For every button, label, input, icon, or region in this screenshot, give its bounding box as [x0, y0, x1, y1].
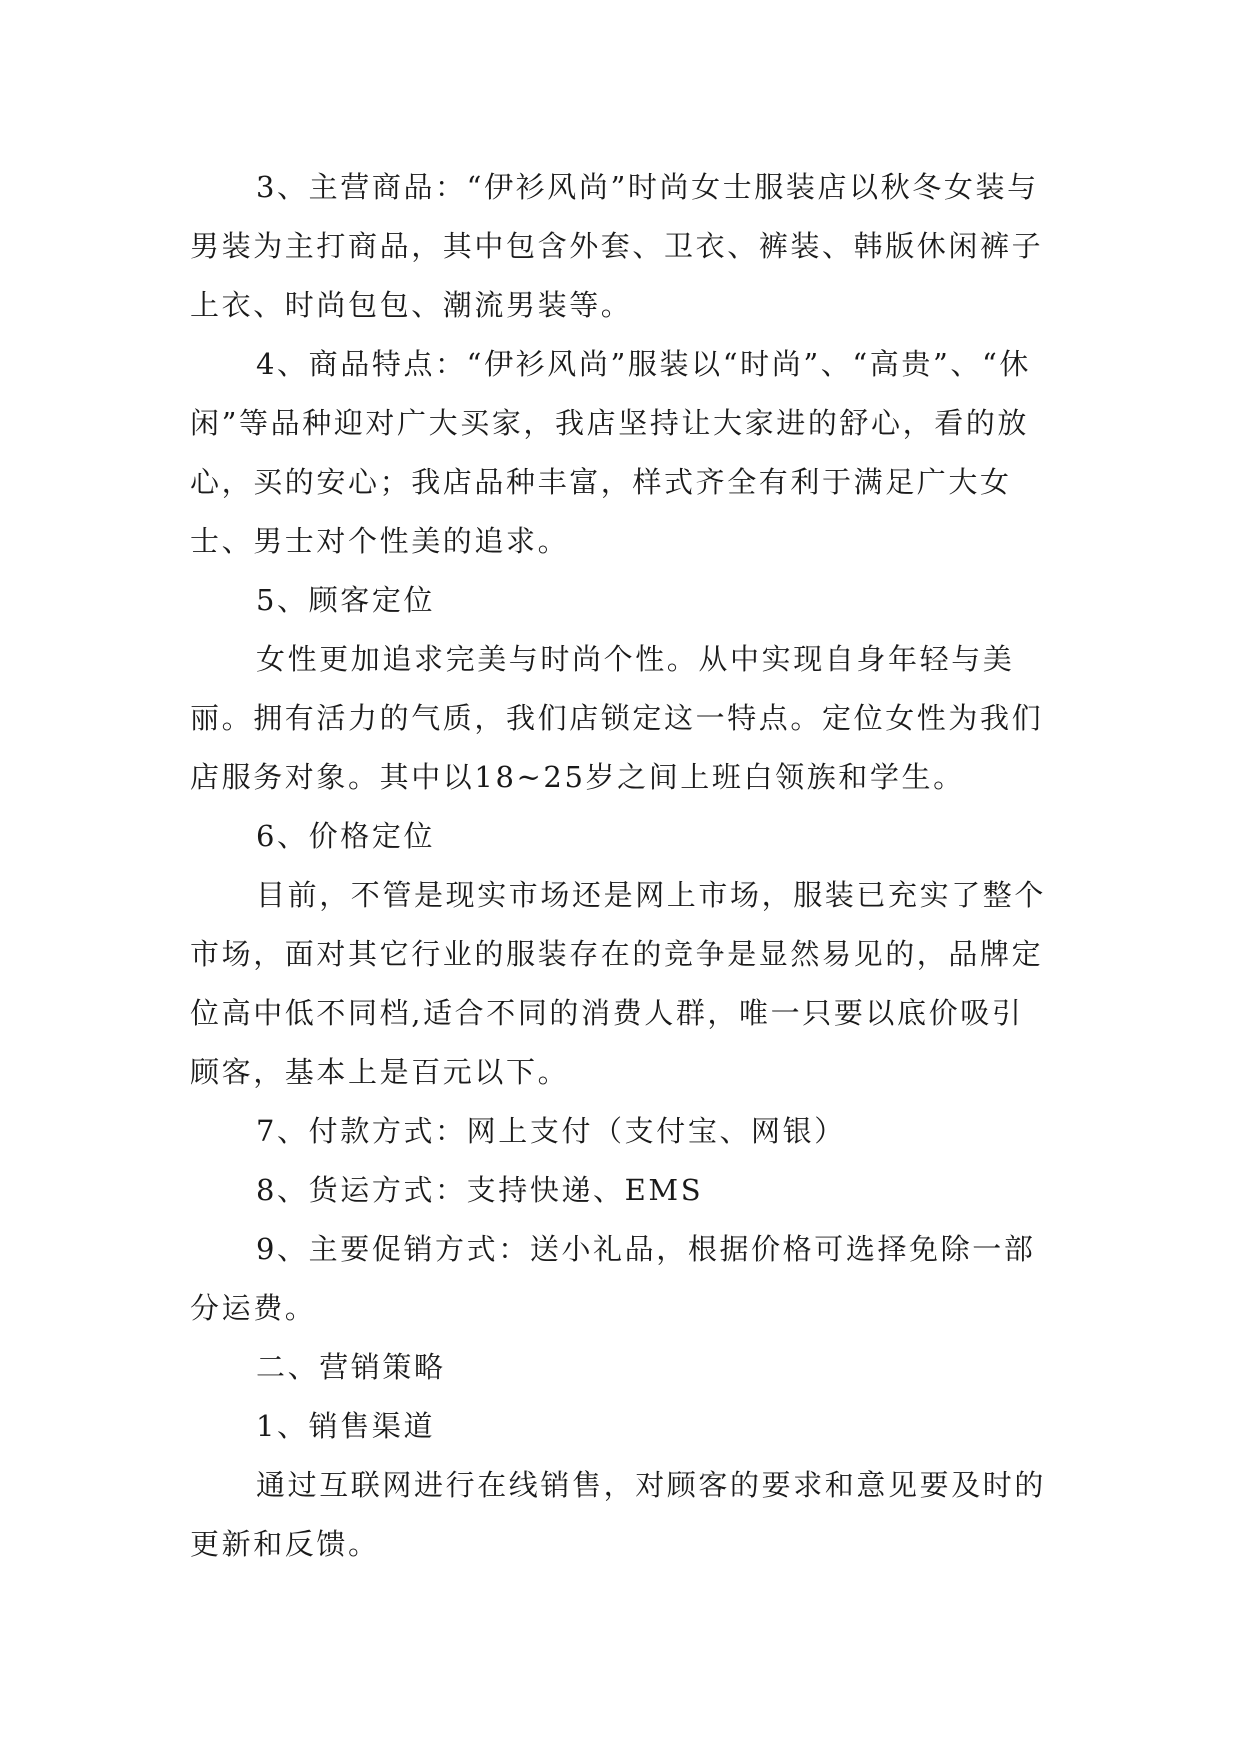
paragraph-payment-method: 7、付款方式：网上支付（支付宝、网银）	[256, 1114, 846, 1148]
paragraph-sales-channel: 通过互联网进行在线销售，对顾客的要求和意见要及时的更新和反馈。	[190, 1468, 1047, 1561]
paragraph-customer-positioning: 女性更加追求完美与时尚个性。从中实现自身年轻与美丽。拥有活力的气质，我们店锁定这一特点。定位女性为我们店服务对象。其中以18~25岁之间上班白领族和学生。	[190, 642, 1044, 794]
paragraph-product-features: 4、商品特点：“伊衫风尚”服装以“时尚”、“高贵”、“休闲”等品种迎对广大买家，我店坚持让大家进的舒心，看的放心，买的安心；我店品种丰富，样式齐全有利于满足广大女士、男士对个性美的追求。	[190, 347, 1032, 558]
heading-sales-channel: 1、销售渠道	[256, 1409, 436, 1443]
document-body	[190, 158, 1050, 1574]
paragraph-price-positioning: 目前，不管是现实市场还是网上市场，服装已充实了整个市场，面对其它行业的服装存在的竞争是显然易见的，品牌定位高中低不同档,适合不同的消费人群，唯一只要以底价吸引顾客，基本上是百元以下。	[190, 878, 1047, 1089]
heading-customer-positioning: 5、顾客定位	[256, 583, 436, 617]
heading-marketing-strategy: 二、营销策略	[256, 1350, 446, 1384]
paragraph-shipping-method: 8、货运方式：支持快递、EMS	[256, 1173, 704, 1207]
heading-price-positioning: 6、价格定位	[256, 819, 436, 853]
paragraph-main-products: 3、主营商品：“伊衫风尚”时尚女士服装店以秋冬女装与男装为主打商品，其中包含外套、卫衣、裤装、韩版休闲裤子上衣、时尚包包、潮流男装等。	[190, 170, 1044, 322]
paragraph-promotion-method: 9、主要促销方式：送小礼品，根据价格可选择免除一部分运费。	[190, 1232, 1036, 1325]
